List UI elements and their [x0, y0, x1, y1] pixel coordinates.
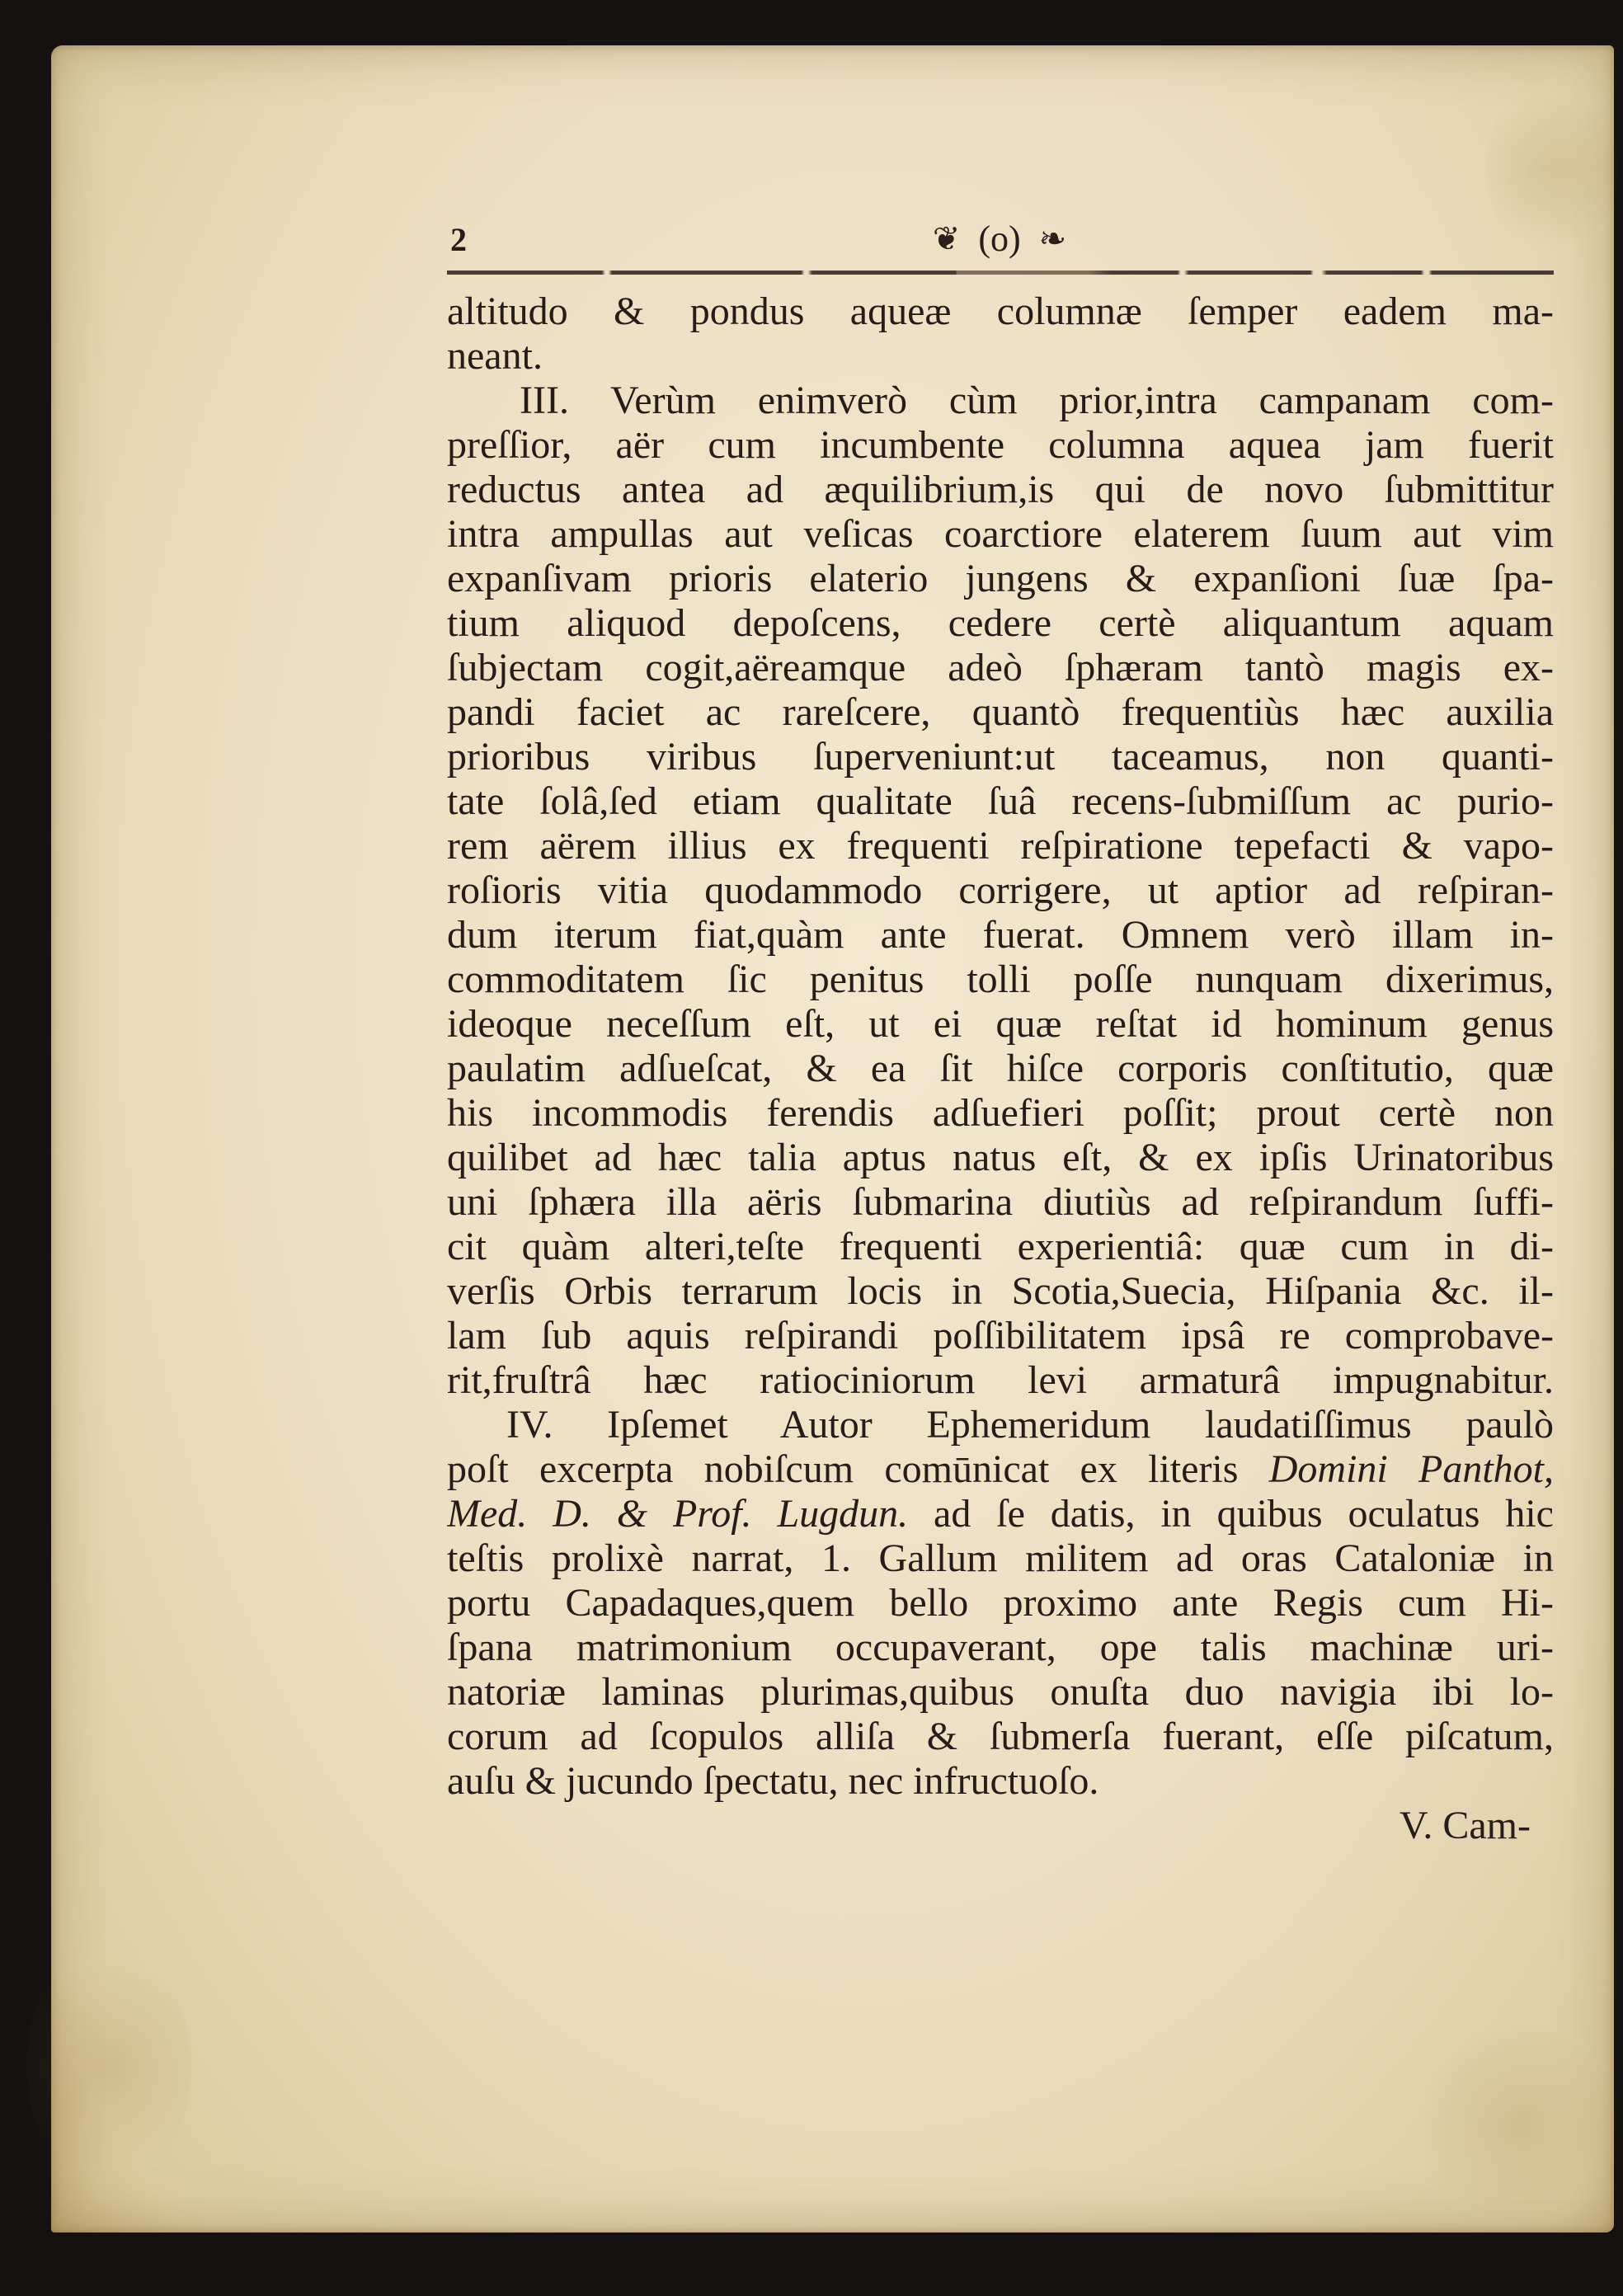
text-line: portu Capadaques,quem bello proximo ante Regis cum Hi-: [447, 1581, 1554, 1625]
text-segment-italic: Domini Panthot,: [1268, 1447, 1554, 1491]
header-rule: [447, 271, 1554, 275]
text-line: [447, 1447, 1554, 1492]
fleuron-left-icon: ❦: [932, 220, 961, 258]
running-title-text: (o): [978, 219, 1021, 259]
text-line: ſpana matrimonium occupaverant, ope talis machinæ uri-: [447, 1626, 1554, 1669]
text-line: natoriæ laminas plurimas,quibus onuſta duo navigia ibi lo-: [447, 1670, 1554, 1714]
paper-stain: [1412, 2025, 1623, 2223]
running-title: [876, 216, 1123, 262]
body-text: [447, 289, 1554, 1848]
text-line: verſis Orbis terrarum locis in Scotia,Suecia, Hiſpania &c. il-: [447, 1269, 1554, 1313]
text-line: uni ſphæra illa aëris ſubmarina diutiùs ad reſpirandum ſuffi-: [447, 1180, 1554, 1224]
text-line: neant.: [447, 334, 543, 378]
text-line: auſu & jucundo ſpectatu, nec infructuoſo.: [447, 1759, 1099, 1803]
text-line: roſioris vitia quodammodo corrigere, ut aptior ad reſpiran-: [447, 868, 1554, 912]
text-line: ideoque neceſſum eſt, ut ei quæ reſtat id hominum genus: [447, 1002, 1554, 1046]
text-line: prioribus viribus ſuperveniunt:ut taceamus, non quanti-: [447, 735, 1554, 779]
text-segment-roman: ad ſe datis, in quibus oculatus hic: [908, 1492, 1554, 1536]
page-number: 2: [450, 221, 467, 258]
text-line: altitudo & pondus aqueæ columnæ ſemper eadem ma-: [447, 289, 1554, 333]
text-line: paulatim adſueſcat, & ea ſit hiſce corporis conſtitutio, quæ: [447, 1047, 1554, 1090]
text-line: tium aliquod depoſcens, cedere certè aliquantum aquam: [447, 601, 1554, 645]
text-line: rit,fruſtrâ hæc ratiociniorum levi armaturâ impugnabitur.: [447, 1358, 1554, 1402]
catchword: V. Cam-: [1399, 1804, 1531, 1847]
text-line: III. Verùm enimverò cùm prior,intra campanam com-: [520, 379, 1554, 422]
text-line: teſtis prolixè narrat, 1. Gallum militem ad oras Cataloniæ in: [447, 1536, 1554, 1580]
text-line: quilibet ad hæc talia aptus natus eſt, & ex ipſis Urinatoribus: [447, 1136, 1554, 1179]
text-line: preſſior, aër cum incumbente columna aquea jam fuerit: [447, 423, 1554, 467]
text-line: IV. Ipſemet Autor Ephemeridum laudatiſſimus paulò: [506, 1403, 1554, 1447]
text-segment-italic: Med. D. & Prof. Lugdun.: [447, 1492, 909, 1536]
text-line: cit quàm alteri,teſte frequenti experientiâ: quæ cum in di-: [447, 1225, 1554, 1268]
text-line: his incommodis ferendis adſuefieri poſſit; prout certè non: [447, 1091, 1554, 1135]
text-segment-roman: poſt excerpta nobiſcum comūnicat ex literis: [447, 1447, 1269, 1491]
text-line: expanſivam prioris elaterio jungens & expanſioni ſuæ ſpa-: [447, 557, 1554, 600]
text-line: dum iterum fiat,quàm ante fuerat. Omnem verò illam in-: [447, 913, 1554, 957]
text-line: rem aërem illius ex frequenti reſpiratione tepefacti & vapo-: [447, 824, 1554, 868]
text-line: ſubjectam cogit,aëreamque adeò ſphæram tantò magis ex-: [447, 646, 1554, 689]
paper-stain: [26, 1942, 191, 2190]
fleuron-right-icon: ❧: [1038, 220, 1067, 258]
text-line: commoditatem ſic penitus tolli poſſe nunquam dixerimus,: [447, 957, 1554, 1001]
text-line: pandi faciet ac rareſcere, quantò frequentiùs hæc auxilia: [447, 690, 1554, 734]
text-line: lam ſub aquis reſpirandi poſſibilitatem ipsâ re comprobave-: [447, 1314, 1554, 1357]
text-line: corum ad ſcopulos alliſa & ſubmerſa fuerant, eſſe piſcatum,: [447, 1715, 1554, 1758]
text-line: reductus antea ad æquilibrium,is qui de novo ſubmittitur: [447, 468, 1554, 511]
text-line: [447, 1492, 1554, 1536]
text-line: tate ſolâ,ſed etiam qualitate ſuâ recens-ſubmiſſum ac purio-: [447, 779, 1554, 823]
running-header: [447, 216, 1554, 266]
text-line: intra ampullas aut veſicas coarctiore elaterem ſuum aut vim: [447, 512, 1554, 556]
